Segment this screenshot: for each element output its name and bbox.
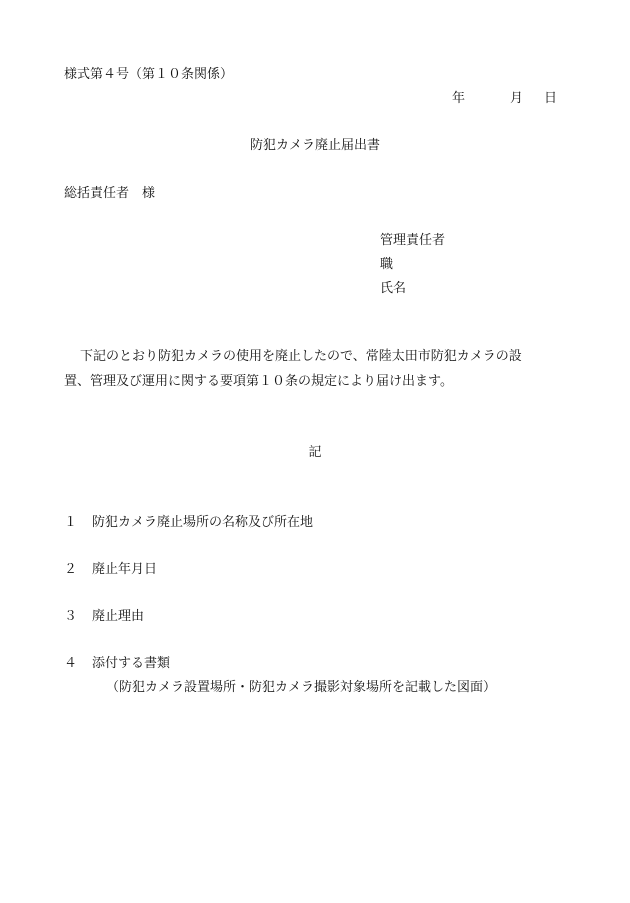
date-month-label: 月 (510, 91, 524, 106)
body-text-line-1: 下記のとおり防犯カメラの使用を廃止したので、常陸太田市防犯カメラの設 (80, 349, 522, 364)
item-text: 廃止年月日 (92, 562, 158, 577)
manager-label: 管理責任者 (380, 233, 446, 248)
addressee: 総括責任者 様 (64, 186, 156, 201)
manager-post-label: 職 (380, 257, 394, 272)
body-text-line-2: 置、管理及び運用に関する要項第１０条の規定により届け出ます。 (64, 374, 453, 389)
ki-heading: 記 (308, 445, 322, 460)
item-number: １ (64, 515, 78, 530)
item-number: ３ (64, 609, 78, 624)
item-number: ４ (64, 656, 78, 671)
date-year-label: 年 (452, 91, 466, 106)
list-item (64, 515, 313, 531)
item-number: ２ (64, 562, 78, 577)
list-item (64, 609, 144, 625)
manager-name-label: 氏名 (380, 281, 407, 296)
form-number: 様式第４号（第１０条関係） (64, 67, 234, 82)
date-day-label: 日 (544, 91, 558, 106)
date-line (452, 91, 557, 107)
item-text: 防犯カメラ廃止場所の名称及び所在地 (92, 515, 314, 530)
attachment-note: （防犯カメラ設置場所・防犯カメラ撮影対象場所を記載した図面） (106, 680, 497, 695)
list-item (64, 656, 170, 672)
item-text: 廃止理由 (92, 609, 145, 624)
document-title: 防犯カメラ廃止届出書 (249, 138, 380, 153)
list-item (64, 562, 157, 578)
item-text: 添付する書類 (92, 656, 171, 671)
